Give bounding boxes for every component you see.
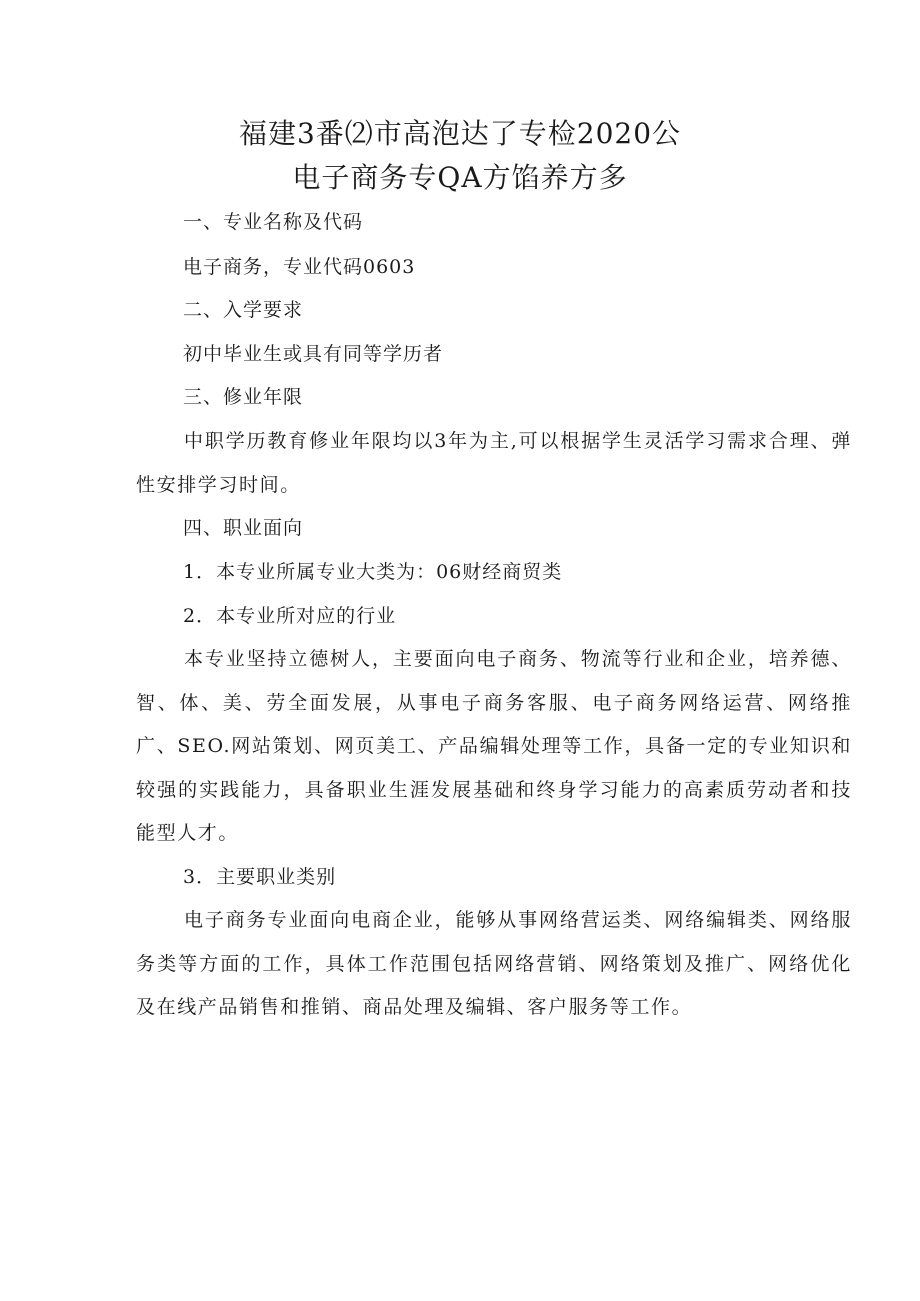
section-4-item-3-body: 电子商务专业面向电商企业，能够从事网络营运类、网络编辑类、网络服务类等方面的工作，具体工作范围包括网络营销、网络策划及推广、网络优化及在线产品销售和推销、商品处理及编辑、客户服务等工作。	[136, 909, 852, 1018]
section-4-item-3: 3．主要职业类别	[183, 866, 337, 888]
section-2-heading: 二、入学要求	[183, 299, 304, 321]
document-title-line-2: 电子商务专QA方馅养方多	[292, 161, 628, 194]
section-3-body: 中职学历教育修业年限均以3年为主,可以根据学生灵活学习需求合理、弹性安排学习时间。	[136, 430, 852, 496]
document-title-line-1: 福建3番⑵市高泡达了专检2020公	[238, 117, 682, 150]
section-1-heading: 一、专业名称及代码	[183, 211, 364, 233]
section-4-item-2-body: 本专业坚持立德树人，主要面向电子商务、物流等行业和企业，培养德、智、体、美、劳全面发展，从事电子商务客服、电子商务网络运营、网络推广、SEO.网站策划、网页美工、产品编辑处理等工作，具备一定的专业知识和较强的实践能力，具备职业生涯发展基础和终身学习能力的高素质劳动者和技能型人才。	[136, 648, 852, 844]
section-4-item-1: 1．本专业所属专业大类为：06财经商贸类	[183, 561, 563, 583]
section-4-heading: 四、职业面向	[183, 517, 304, 539]
section-4-item-2: 2．本专业所对应的行业	[183, 605, 397, 627]
section-2-body: 初中毕业生或具有同等学历者	[183, 343, 444, 365]
section-1-body: 电子商务，专业代码0603	[183, 256, 416, 278]
section-3-heading: 三、修业年限	[183, 386, 304, 408]
